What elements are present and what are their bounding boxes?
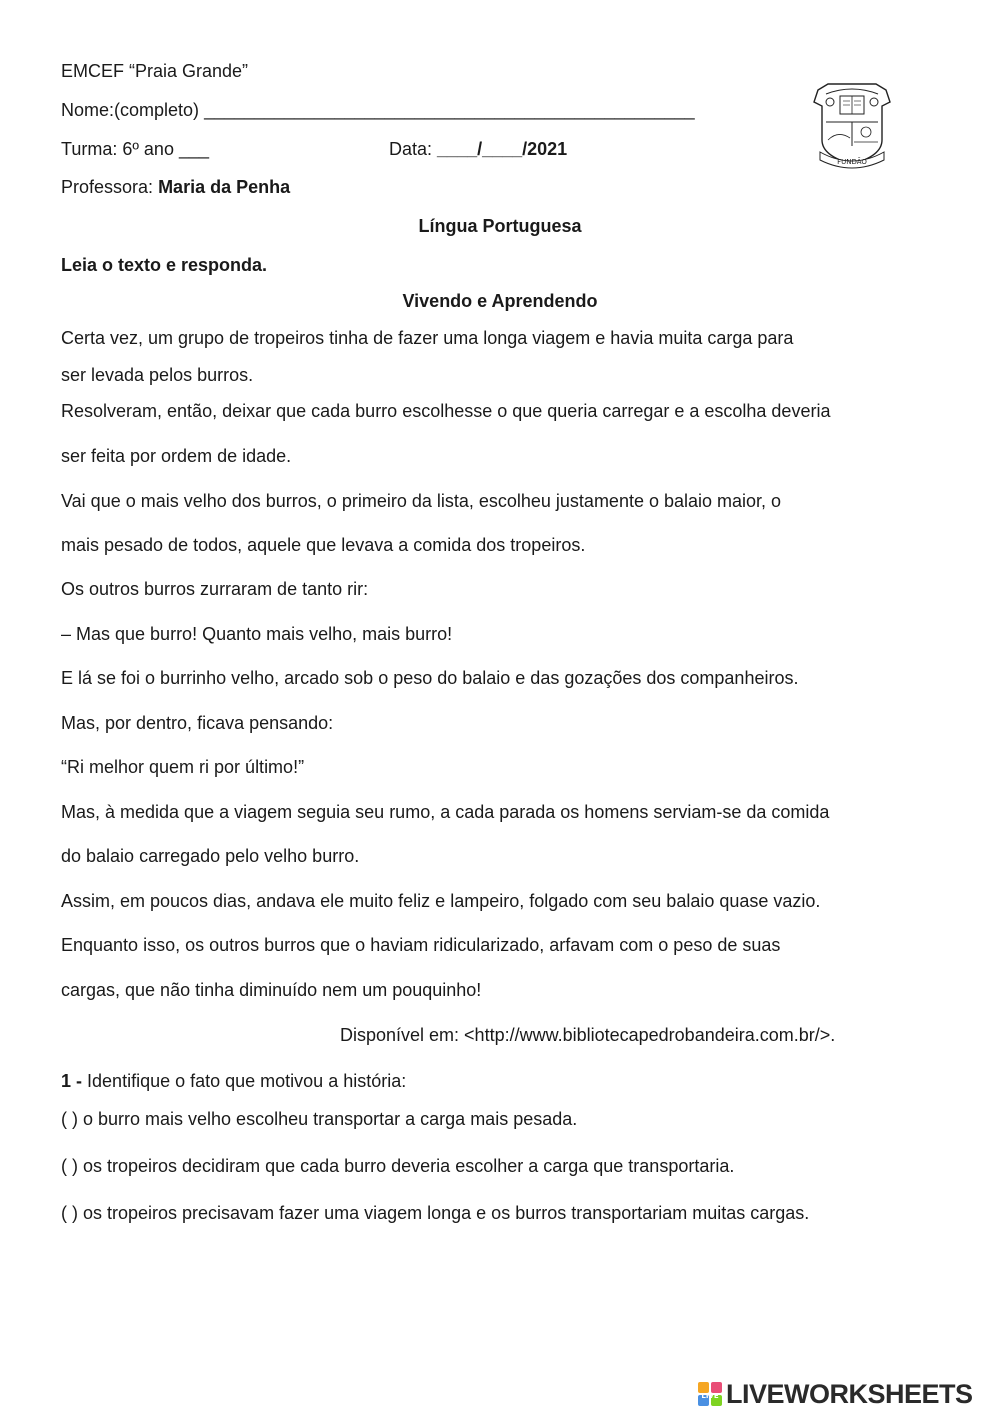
name-blank: _________________________________________________ bbox=[204, 100, 695, 120]
answer-option[interactable]: ( ) os tropeiros precisavam fazer uma viagem longa e os burros transportariam muitas cargas. bbox=[61, 1203, 810, 1223]
teacher-label: Professora: bbox=[61, 177, 154, 197]
question-text: Identifique o fato que motivou a história: bbox=[87, 1071, 407, 1091]
story-line: do balaio carregado pelo velho burro. bbox=[61, 846, 360, 866]
story-line: Mas, à medida que a viagem seguia seu rumo, a cada parada os homens serviam-se da comida bbox=[61, 802, 830, 822]
date-label: Data: bbox=[389, 139, 433, 159]
story-line: Assim, em poucos dias, andava ele muito feliz e lampeiro, folgado com seu balaio quase vazio. bbox=[61, 891, 821, 911]
teacher-name: Maria da Penha bbox=[158, 177, 291, 197]
story-line: Os outros burros zurraram de tanto rir: bbox=[61, 579, 369, 599]
liveworksheets-logo-icon bbox=[698, 1382, 722, 1406]
date-field bbox=[389, 140, 567, 158]
story-line: cargas, que não tinha diminuído nem um pouquinho! bbox=[61, 980, 482, 1000]
class-field: Turma: 6º ano ___ bbox=[61, 139, 209, 159]
story-line: ser feita por ordem de idade. bbox=[61, 446, 292, 466]
subject-title: Língua Portuguesa bbox=[418, 216, 582, 236]
story-line: Certa vez, um grupo de tropeiros tinha de fazer uma longa viagem e havia muita carga para bbox=[61, 328, 794, 348]
story-line: Enquanto isso, os outros burros que o haviam ridicularizado, arfavam com o peso de suas bbox=[61, 935, 781, 955]
story-title: Vivendo e Aprendendo bbox=[402, 291, 598, 311]
question-prompt bbox=[61, 1072, 406, 1090]
story-line: “Ri melhor quem ri por último!” bbox=[61, 757, 305, 777]
teacher-field bbox=[61, 178, 290, 196]
school-crest-icon bbox=[810, 80, 894, 170]
story-line: Mas, por dentro, ficava pensando: bbox=[61, 713, 334, 733]
answer-option[interactable]: ( ) os tropeiros decidiram que cada burro deveria escolher a carga que transportaria. bbox=[61, 1156, 735, 1176]
story-line: E lá se foi o burrinho velho, arcado sob o peso do balaio e das gozações dos companheiros. bbox=[61, 668, 799, 688]
story-line: – Mas que burro! Quanto mais velho, mais burro! bbox=[61, 624, 453, 644]
source-citation: Disponível em: <http://www.bibliotecapedrobandeira.com.br/>. bbox=[340, 1025, 836, 1045]
date-blank: ____/____/2021 bbox=[437, 139, 568, 159]
logo-letters: LIVE bbox=[701, 1392, 719, 1400]
answer-option[interactable]: ( ) o burro mais velho escolheu transportar a carga mais pesada. bbox=[61, 1109, 578, 1129]
brand-name: LIVEWORKSHEETS bbox=[726, 1378, 973, 1409]
story-line: ser levada pelos burros. bbox=[61, 365, 254, 385]
story-line: Resolveram, então, deixar que cada burro escolhesse o que queria carregar e a escolha deveria bbox=[61, 401, 831, 421]
crest-caption: FUNDÃO bbox=[837, 158, 867, 166]
name-field bbox=[61, 101, 695, 119]
story-line: mais pesado de todos, aquele que levava a comida dos tropeiros. bbox=[61, 535, 586, 555]
instruction-text: Leia o texto e responda. bbox=[61, 255, 268, 275]
liveworksheets-watermark bbox=[698, 1380, 973, 1408]
story-line: Vai que o mais velho dos burros, o primeiro da lista, escolheu justamente o balaio maior, o bbox=[61, 491, 782, 511]
name-label: Nome:(completo) bbox=[61, 100, 200, 120]
school-name: EMCEF “Praia Grande” bbox=[61, 61, 249, 81]
question-number: 1 - bbox=[61, 1071, 83, 1091]
